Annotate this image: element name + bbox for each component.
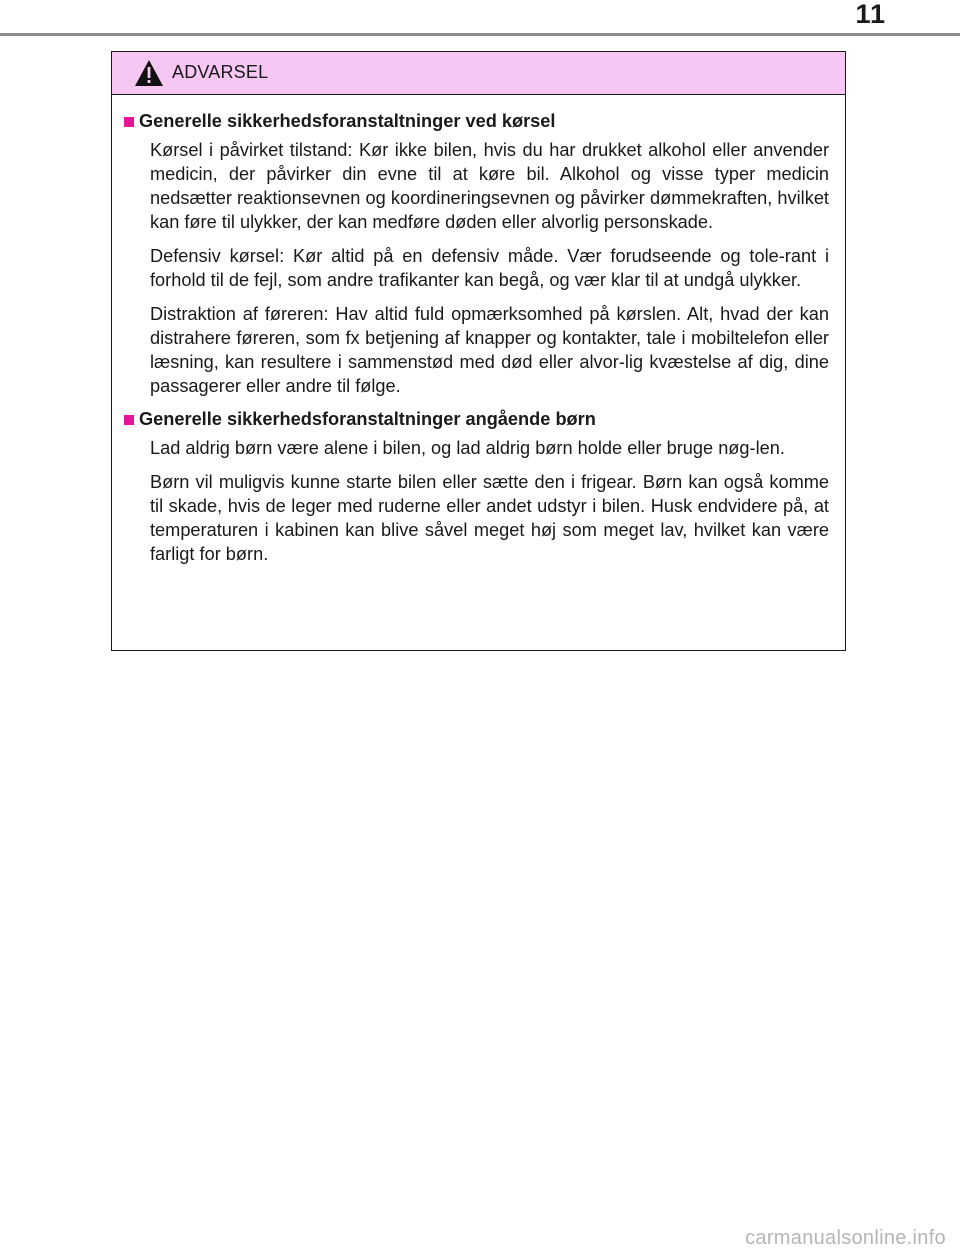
- paragraph-children-alone: Lad aldrig børn være alene i bilen, og lad aldrig børn holde eller bruge nøg-len.: [150, 438, 785, 458]
- paragraph-driver-distraction: Distraktion af føreren: Hav altid fuld opmærksomhed på kørslen. Alt, hvad der kan distrahere føreren, som fx betjening af knapper og kontakter, tale i mobiltelefon eller læsning, kan resultere i sammenstød med død eller alvor-lig kvæstelse af dig, dine passagerer eller andre til følge.: [150, 304, 829, 396]
- section-heading-children: [124, 408, 829, 431]
- section-heading-driving: [124, 110, 829, 133]
- warning-triangle-icon: [134, 59, 164, 87]
- paragraph-children-hazards: Børn vil muligvis kunne starte bilen eller sætte den i frigear. Børn kan også komme til skade, hvis de leger med ruderne eller andet udstyr i bilen. Husk endvidere på, at temperaturen i kabinen kan blive såvel meget høj som meget lav, hvilket kan være farligt for børn.: [150, 472, 829, 564]
- bullet-square-icon: [124, 117, 134, 127]
- section-heading-text: Generelle sikkerhedsforanstaltninger angående børn: [139, 409, 596, 429]
- bullet-square-icon: [124, 415, 134, 425]
- section-heading-text: Generelle sikkerhedsforanstaltninger ved kørsel: [139, 111, 556, 131]
- paragraph-impaired-driving: Kørsel i påvirket tilstand: Kør ikke bilen, hvis du har drukket alkohol eller anvender medicin, der påvirker din evne til at køre bil. Alkohol og visse typer medicin nedsætter reaktionsevnen og koordineringsevnen og påvirker dømmekraften, hvilket kan føre til ulykker, der kan medføre døden eller alvorlig personskade.: [150, 140, 829, 232]
- warning-header: [112, 52, 845, 95]
- page-number: 11: [855, 0, 886, 29]
- warning-box: [111, 51, 846, 651]
- warning-title: ADVARSEL: [172, 62, 269, 82]
- header-rule: [0, 33, 960, 36]
- paragraph-defensive-driving: Defensiv kørsel: Kør altid på en defensiv måde. Vær forudseende og tole-rant i forhold til de fejl, som andre trafikanter kan begå, og vær klar til at undgå ulykker.: [150, 246, 829, 290]
- warning-body: [112, 95, 845, 566]
- watermark: carmanualsonline.info: [745, 1227, 946, 1249]
